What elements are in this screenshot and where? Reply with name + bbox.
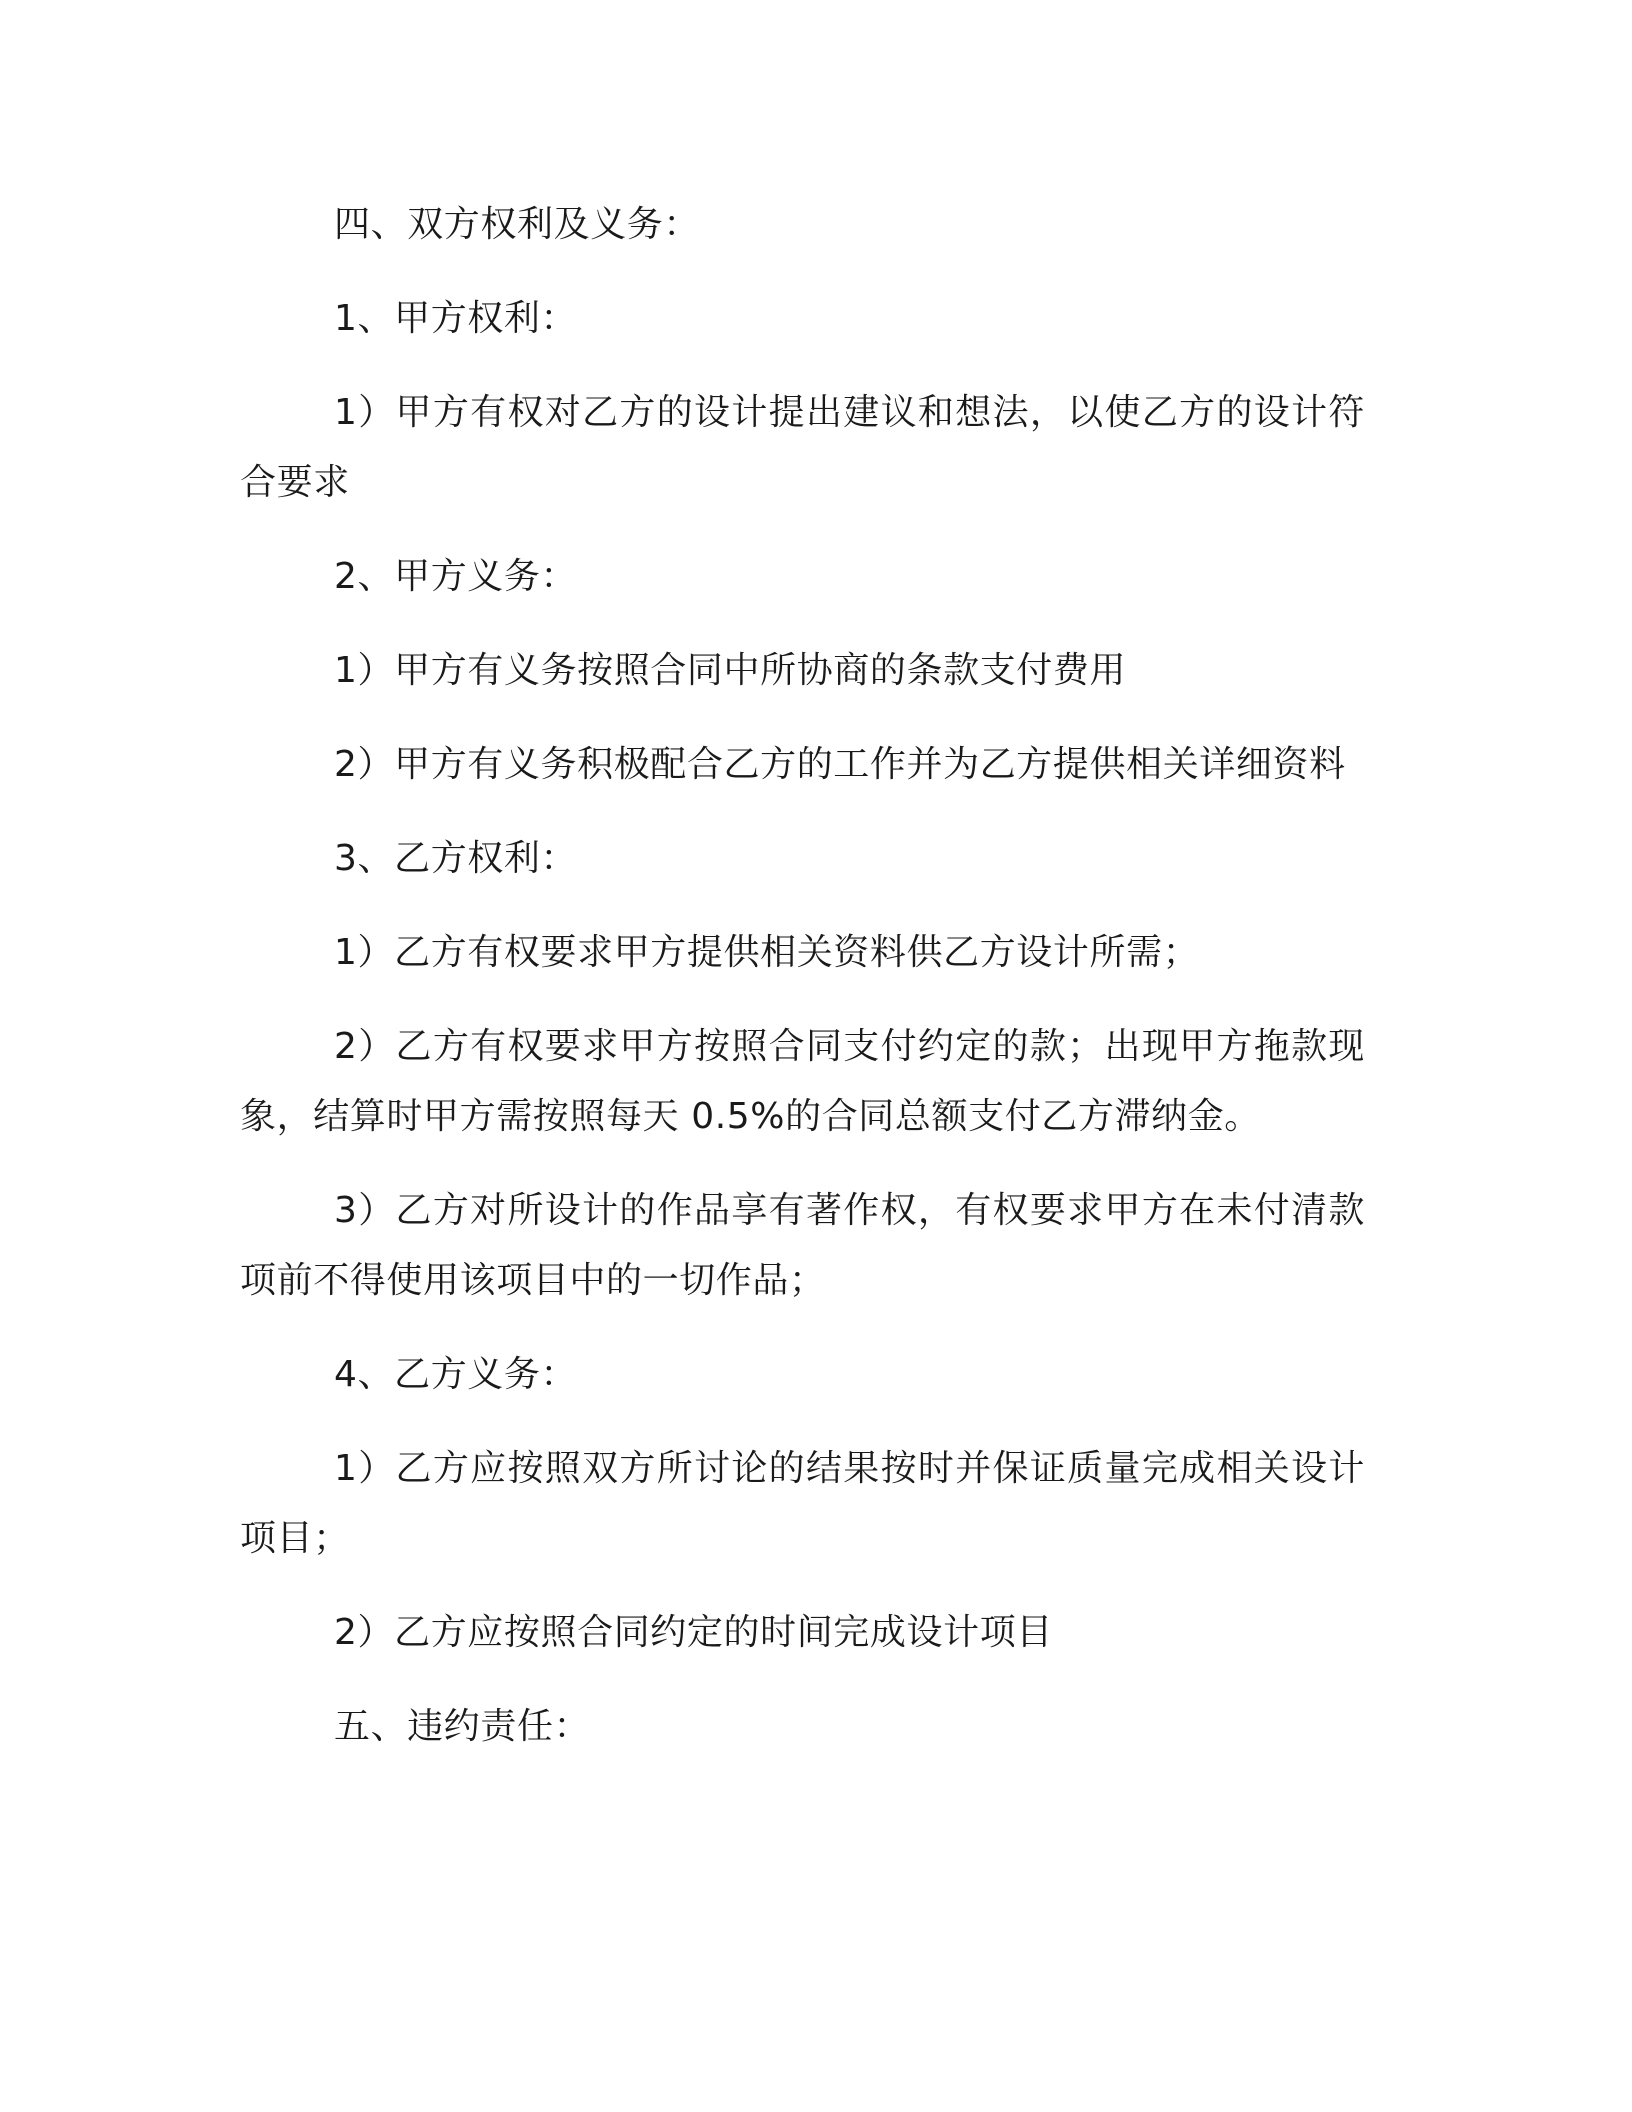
clause-party-b-right-2: 2）乙方有权要求甲方按照合同支付约定的款；出现甲方拖款现象，结算时甲方需按照每天 0.5%的合同总额支付乙方滞纳金。	[240, 1026, 1365, 1137]
clause-party-b-right-3: 3）乙方对所设计的作品享有著作权，有权要求甲方在未付清款项前不得使用该项目中的一切作品；	[240, 1190, 1365, 1301]
clause-party-b-obligation-2: 2）乙方应按照合同约定的时间完成设计项目	[334, 1612, 1053, 1653]
subheading-party-a-obligations: 2、甲方义务：	[334, 556, 578, 597]
clause-party-b-right-1: 1）乙方有权要求甲方提供相关资料供乙方设计所需；	[334, 932, 1200, 973]
clause-party-b-obligation-1: 1）乙方应按照双方所讨论的结果按时并保证质量完成相关设计项目；	[240, 1448, 1365, 1559]
document-body	[240, 190, 1365, 1786]
subheading-party-a-rights: 1、甲方权利：	[334, 298, 578, 339]
clause-party-a-obligation-2: 2）甲方有义务积极配合乙方的工作并为乙方提供相关详细资料	[334, 744, 1346, 785]
section-heading-breach-liability: 五、违约责任：	[334, 1706, 591, 1747]
section-heading-rights-obligations: 四、双方权利及义务：	[334, 204, 701, 245]
subheading-party-b-rights: 3、乙方权利：	[334, 838, 578, 879]
clause-party-a-right-1: 1）甲方有权对乙方的设计提出建议和想法，以使乙方的设计符合要求	[240, 392, 1365, 503]
subheading-party-b-obligations: 4、乙方义务：	[334, 1354, 578, 1395]
clause-party-a-obligation-1: 1）甲方有义务按照合同中所协商的条款支付费用	[334, 650, 1127, 691]
